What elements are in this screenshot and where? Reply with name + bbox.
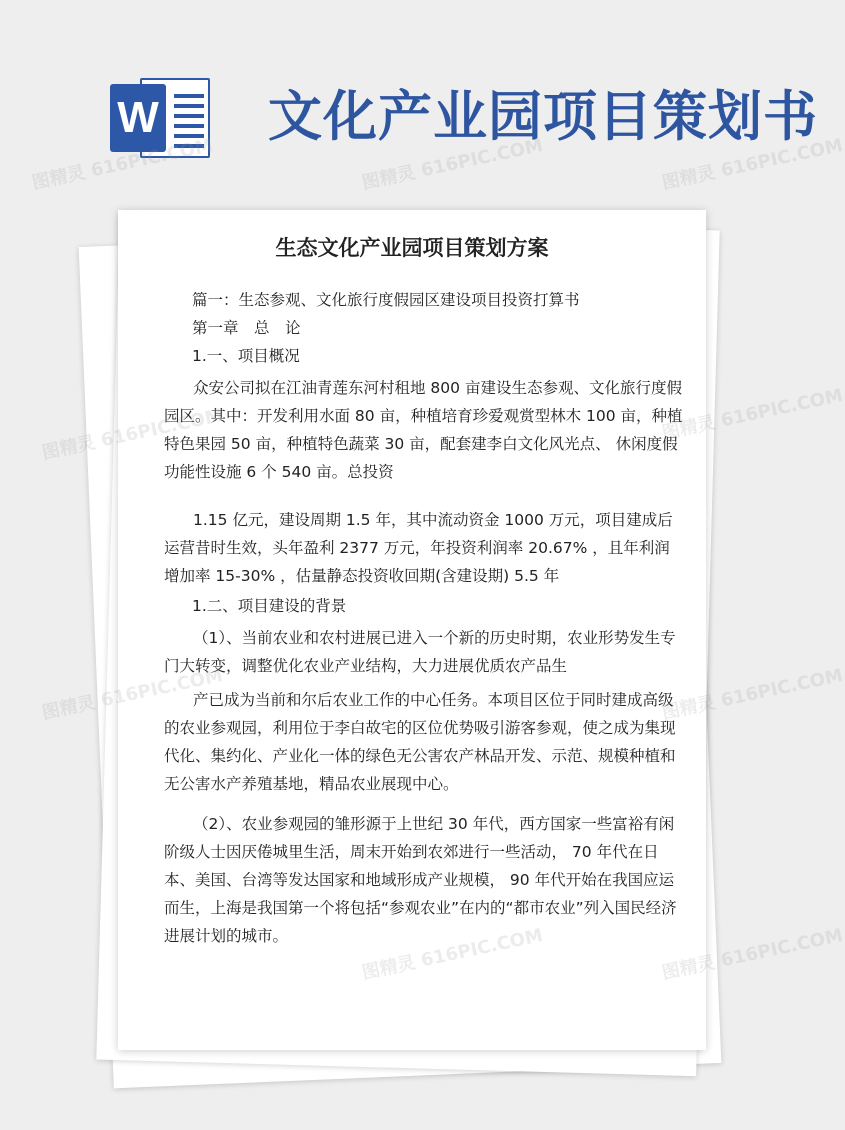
watermark: 图精灵 616PIC.COM — [660, 925, 845, 984]
watermark: 图精灵 — [40, 432, 98, 464]
watermark: 图精灵 616PIC.COM — [360, 135, 545, 194]
document-title: 生态文化产业园项目策划方案 — [275, 236, 549, 260]
header — [0, 0, 818, 200]
document-paragraph: （2）、农业参观园的雏形源于上世纪 30 年代，西方国家一些富裕有闲阶级人士因厌倦城里生活，周末开始到农郊进行一些活动， 70 年代在日本、美国、台湾等发达国家和地域形成产业规模， 90 年代开始在我国应运而生，上海是我国第一个将包括“参观农业”在内的“都市农业”列入国民经济进展计划的城市。 — [164, 815, 677, 945]
document-page — [118, 210, 706, 1050]
watermark: 图精灵 616PIC.COM — [660, 665, 845, 724]
document-paragraph: 众安公司拟在江油青莲东河村租地 800 亩建设生态参观、文化旅行度假园区。其中：开发利用水面 80 亩，种植培育珍爱观赏型林木 100 亩，种植特色果园 50 亩，种植特色蔬菜 30 亩，配套建李白文化风光点、 休闲度假功能性设施 6 个 540 亩。总投资 — [164, 379, 683, 481]
document-paragraph: 1.15 亿元，建设周期 1.5 年，其中流动资金 1000 万元，项目建成后运营昔时生效，头年盈利 2377 万元，年投资利润率 20.67% ，且年利润增加率 15-30% ，估量静态投资收回期(含建设期) 5.5 年 — [164, 511, 673, 585]
document-paragraph: 产已成为当前和尔后农业工作的中心任务。本项目区位于同时建成高级的农业参观园，利用位于李白故宅的区位优势吸引游客参观，使之成为集现代化、集约化、产业化一体的绿色无公害农产林品开发、示范、规模种植和无公害水产养殖基地，精品农业展现中心。 — [164, 691, 676, 793]
banner-title: 文化产业园项目策划书 — [268, 84, 818, 148]
document-paragraph: （1）、当前农业和农村进展已进入一个新的历史时期，农业形势发生专门大转变，调整优化农业产业结构，大力进展优质农产品生 — [164, 629, 676, 675]
word-app-icon — [110, 78, 210, 158]
word-w-letter: W — [110, 84, 166, 152]
watermark: 图精灵 616PIC.COM — [660, 135, 845, 194]
watermark: 图精灵 616PIC.COM — [660, 385, 845, 444]
document-line: 篇一：生态参观、文化旅行度假园区建设项目投资打算书 — [192, 291, 580, 309]
document-line: 1.一、项目概况 — [192, 347, 300, 365]
document-line: 第一章 总 论 — [192, 319, 301, 337]
document-paragraph: 1.二、项目建设的背景 — [192, 597, 347, 615]
watermark: 图精灵 616PIC.COM — [30, 135, 215, 194]
watermark: 图精灵 — [40, 692, 98, 724]
